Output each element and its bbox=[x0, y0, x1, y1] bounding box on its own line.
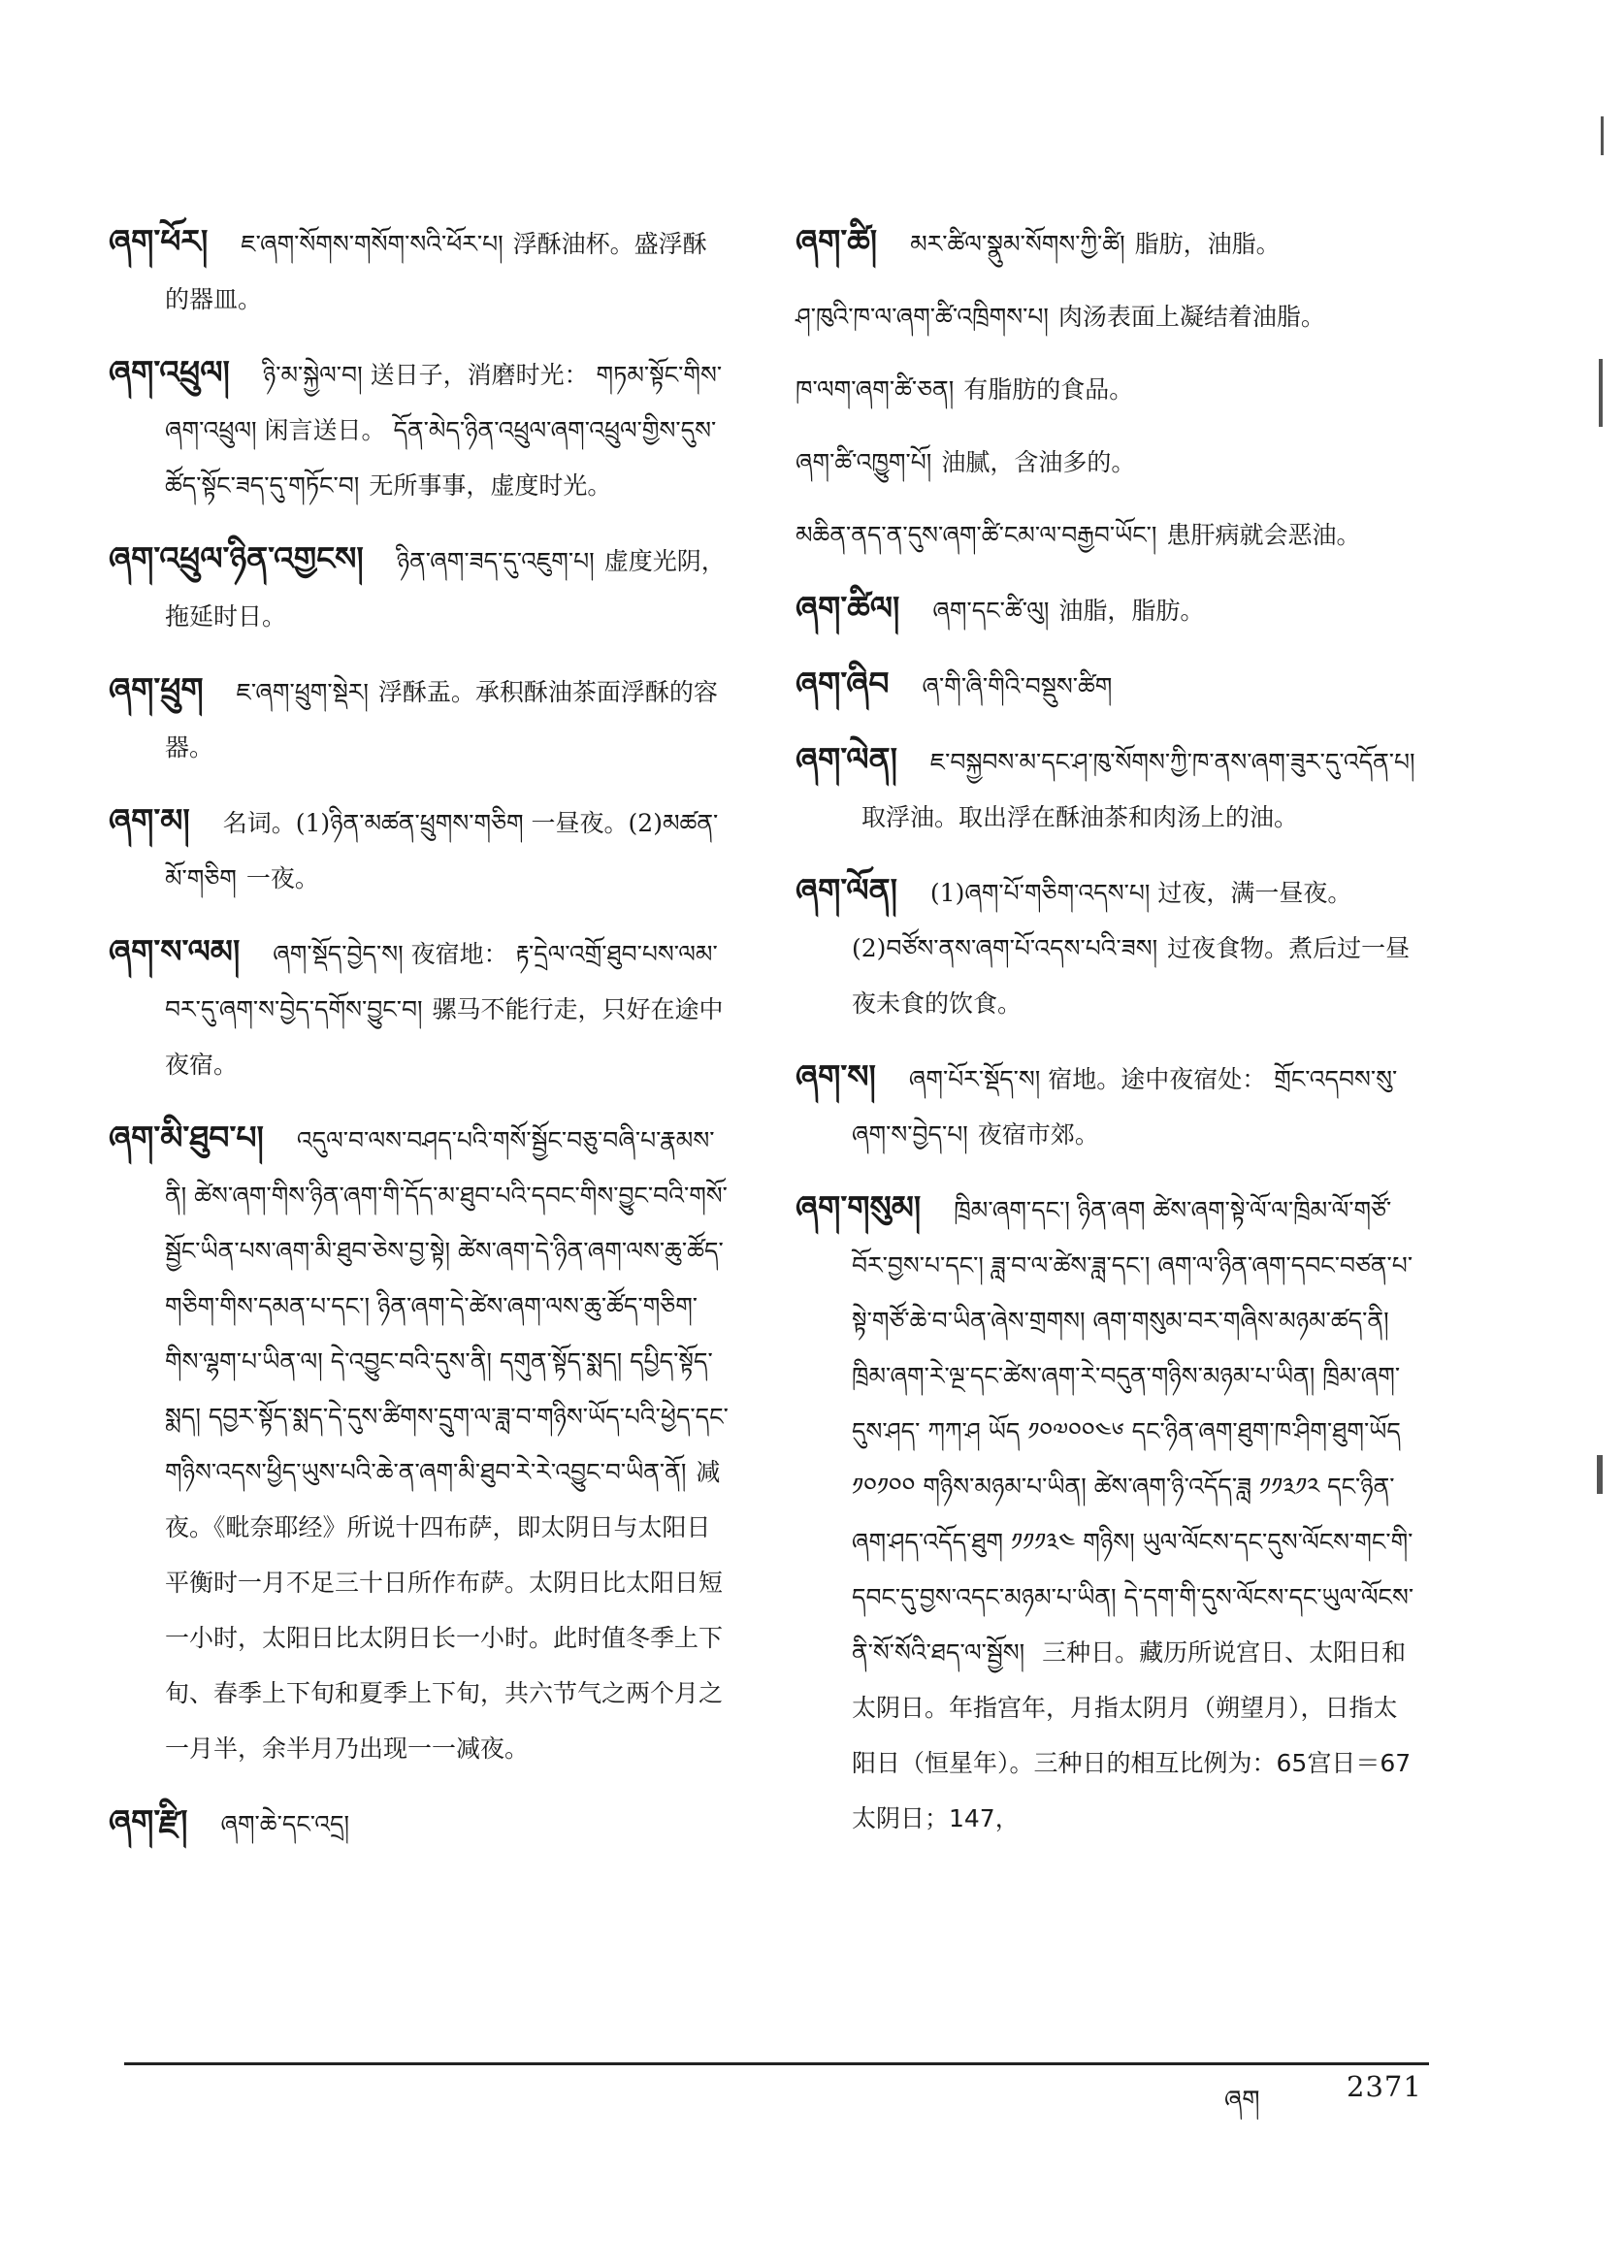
entry-chinese-gloss: 浮酥油杯。盛浮酥的器皿。 bbox=[165, 230, 707, 313]
entry-headword: ཞག་འཕྲུལ། bbox=[109, 353, 230, 391]
dictionary-entry bbox=[109, 662, 730, 775]
entry-chinese-gloss: 无所事事，虚度时光。 bbox=[369, 471, 612, 500]
entry-headword: ཞག་ཚི། bbox=[796, 222, 878, 260]
entry-chinese-gloss: 油脂，脂肪。 bbox=[1058, 597, 1205, 625]
entry-headword: ཞག་མི་ཐུབ་པ། bbox=[109, 1118, 264, 1156]
entry-headword: ཞག་ལོན། bbox=[796, 871, 897, 909]
entry-tibetan-text: འདུལ་བ་ལས་བཤད་པའི་གསོ་སྦྱོང་བཅུ་བཞི་པ་རྣམས་ནི། ཚེས་ཞག་གིས་ཉིན་ཞག་གི་དོད་མ་ཐུབ་པའི་དབང་གིས་བྱུང་བའི་གསོ་སྦྱོང་ཡིན་པས་ཞག་མི་ཐུབ་ཅེས་བྱ་སྟེ། ཚེས་ཞག་དེ་ཉིན་ཞག་ལས་ཆུ་ཚོད་གཅིག་གིས་དམན་པ་དང་། ཉིན་ཞག་དེ་ཚེས་ཞག་ལས་ཆུ་ཚོད་གཅིག་གིས་ལྷག་པ་ཡིན་ལ། དེ་འབྱུང་བའི་དུས་ནི། དགུན་སྟོད་སྨད། དཔྱིད་སྟོད་སྨད། དབྱར་སྟོད་སྨད་དེ་དུས་ཚིགས་དྲུག་ལ་ཟླ་བ་གཉིས་ཡོད་པའི་ཕྱེད་དང་གཉིས་འདས་ཕྱིད་ཡུས་པའི་ཆེ་ན་ཞག་མི་ཐུབ་རེ་རེ་འབྱུང་བ་ཡིན་ནོ། bbox=[165, 1126, 729, 1486]
entry-tibetan-text: ཞག་དང་ཚི་ལུ། bbox=[932, 597, 1050, 625]
dictionary-entry bbox=[796, 1049, 1416, 1162]
dictionary-entry bbox=[796, 580, 1416, 638]
entry-chinese-gloss: 患肝病就会恶油。 bbox=[1166, 521, 1361, 549]
running-head: ཞག bbox=[1224, 2086, 1260, 2115]
entry-headword: ཞག་ལེན། bbox=[796, 740, 897, 778]
dictionary-entry bbox=[796, 731, 1416, 845]
entry-chinese-gloss: 过夜食物。煮后过一昼夜未食的饮食。 bbox=[852, 934, 1411, 1018]
entry-chinese-gloss: 骡马不能行走，只好在途中夜宿。 bbox=[165, 995, 724, 1079]
entry-chinese-gloss: 夜宿市郊。 bbox=[977, 1120, 1099, 1149]
entry-chinese-gloss: 脂肪，油脂。 bbox=[1134, 230, 1281, 258]
entry-chinese-gloss: 虚度光阴，拖延时日。 bbox=[165, 547, 726, 631]
scan-edge-mark bbox=[1599, 359, 1603, 427]
entry-headword: ཞག་མ། bbox=[109, 801, 190, 839]
dictionary-entry bbox=[109, 793, 730, 906]
dictionary-entry bbox=[109, 531, 730, 644]
entry-chinese-gloss: 一夜。 bbox=[245, 864, 319, 892]
entry-headword: ཞག་ས་ལམ། bbox=[109, 932, 241, 970]
dictionary-entry bbox=[796, 1180, 1416, 1846]
entry-chinese-gloss: 浮酥盂。承积酥油茶面浮酥的容器。 bbox=[165, 678, 718, 761]
dictionary-entry bbox=[796, 862, 1416, 1031]
entry-chinese-gloss: 取浮油。取出浮在酥油茶和肉汤上的油。 bbox=[861, 803, 1299, 831]
entry-tibetan-text: ཉི་མ་སྐྱེལ་བ། 送日子，消磨时光： གཏམ་སྟོང་གིས་ཞག་འཕྲུལ། 闲言送日。 དོན་མེད་ཉིན་འཕྲུལ་ཞག་འཕྲུལ་གྱིས་དུས་ཚོད་སྟོང་ཟད་དུ་གཏོང་བ། bbox=[165, 361, 723, 500]
entry-chinese-gloss: 油腻，含油多的。 bbox=[941, 448, 1136, 476]
entry-headword: ཞག་རྫི། bbox=[109, 1802, 188, 1840]
entry-tibetan-text: ཞག་ཆེ་དང་འདྲ། bbox=[220, 1810, 350, 1838]
entry-tibetan-text: ཇ་བསྐྱབས་མ་དང་ཤ་ཁུ་སོགས་ཀྱི་ཁ་ནས་ཞག་ཟུར་དུ་འདོན་པ། bbox=[929, 748, 1415, 776]
entry-tibetan-text: ཞག་ཚི་འཁྱུག་པོ། bbox=[796, 448, 932, 476]
dictionary-entry bbox=[796, 656, 1416, 714]
dictionary-entry bbox=[796, 435, 1416, 490]
dictionary-entry bbox=[109, 923, 730, 1092]
dictionary-entry bbox=[109, 344, 730, 513]
dictionary-entry bbox=[109, 1794, 730, 1852]
entry-tibetan-text: མར་ཚིལ་སྣུམ་སོགས་ཀྱི་ཚི། bbox=[910, 230, 1125, 258]
entry-tibetan-text: 名词。(1)ཉིན་མཚན་ཕྲུགས་གཅིག 一昼夜。(2)མཚན་མོ་གཅིག bbox=[165, 809, 719, 892]
entry-chinese-gloss: 减夜。《毗奈耶经》所说十四布萨，即太阴日与太阳日平衡时一月不足三十日所作布萨。太阴日比太阳日短一小时，太阳日比太阴日长一小时。此时值冬季上下旬、春季上下旬和夏季上下旬，共六节气之两个月之一月半，余半月乃出现一一减夜。 bbox=[165, 1458, 724, 1763]
entry-tibetan-text: ཞག་པོར་སྡོད་ས། 宿地。途中夜宿处： གྲོང་འདབས་སུ་ཞག་ས་བྱེད་པ། bbox=[852, 1065, 1398, 1149]
entry-chinese-gloss: 肉汤表面上凝结着油脂。 bbox=[1057, 303, 1325, 331]
dictionary-entry bbox=[796, 213, 1416, 272]
dictionary-entry bbox=[796, 362, 1416, 417]
entry-headword: ཞག་ཕོར། bbox=[109, 222, 209, 260]
entry-chinese-gloss: 三种日。藏历所说宫日、太阳日和太阴日。年指宫年，月指太阴月（朔望月），日指太阳日（恒星年）。三种日的相互比例为：65宫日＝67太阴日；147， bbox=[852, 1638, 1412, 1832]
scan-edge-mark bbox=[1597, 1455, 1603, 1494]
entry-tibetan-text: (1)ཞག་པོ་གཅིག་འདས་པ། 过夜，满一昼夜。(2)བཙོས་ནས་ཞག་པོ་འདས་པའི་ཟས། bbox=[852, 879, 1352, 962]
dictionary-entry bbox=[109, 213, 730, 327]
entry-tibetan-text: ཁྲིམ་ཞག་དང་། ཉིན་ཞག ཚེས་ཞག་སྟེ་ལོ་ལ་ཁྲིམ་ལོ་གཙོ་བོར་བྱས་པ་དང་། ཟླ་བ་ལ་ཚེས་ཟླ་དང་། ཞག་ལ་ཉིན་ཞག་དབང་བཙན་པ་སྟེ་གཙོ་ཆེ་བ་ཡིན་ཞེས་གྲགས། ཞག་གསུམ་བར་གཞིས་མཉམ་ཚད་ནི། ཁྲིམ་ཞག་རེ་ལྔ་དང་ཚེས་ཞག་རེ་བདུན་གཉིས་མཉམ་པ་ཡིན། ཁྲིམ་ཞག་དུས་ཤད་ ཀཀ་ཤ ཡོད ༡༠༧༠༠༤༦ དང་ཉིན་ཞག་ཐུག་ཁ་ཤིག་ཐུག་ཡོད ༡༠༡༠༠ གཉིས་མཉམ་པ་ཡིན། ཚེས་ཞག་ཉི་འདོད་ཟླ ༡༡༣༡༢ དང་ཉིན་ཞག་ཤད་འདོད་ཐུག ༡༡༡༣༤ གཉིས། ཡུལ་ལོངས་དང་དུས་ལོངས་གང་གི་དབང་དུ་བྱས་འདང་མཉམ་པ་ཡིན། དེ་དག་གི་དུས་ལོངས་དང་ཡུལ་ལོངས་ནི་སོ་སོའི་ཐད་ལ་སྦྱོས། bbox=[852, 1196, 1414, 1667]
entry-headword: ཞག་ཚིལ། bbox=[796, 589, 900, 627]
entry-tibetan-text: ཤ་ཁུའི་ཁ་ལ་ཞག་ཚི་འཁྲིགས་པ། bbox=[796, 303, 1049, 331]
entry-headword: ཞག་ས། bbox=[796, 1057, 876, 1095]
scan-edge-mark bbox=[1601, 116, 1604, 155]
footer-rule bbox=[124, 2062, 1429, 2065]
entry-tibetan-text: ཇ་ཞག་ཕྲུག་སྡེར། bbox=[236, 678, 369, 706]
entry-tibetan-text: ཇ་ཞག་སོགས་གསོག་སའི་ཕོར་པ། bbox=[241, 230, 503, 258]
entry-chinese-gloss: 有脂肪的食品。 bbox=[963, 375, 1134, 404]
right-column bbox=[796, 213, 1416, 1863]
entry-tibetan-text: ཉིན་ཞག་ཟད་དུ་འཇུག་པ། bbox=[396, 547, 595, 575]
left-column bbox=[109, 213, 730, 1869]
entry-tibetan-text: ཁ་ལག་ཞག་ཚི་ཅན། bbox=[796, 375, 955, 404]
entry-tibetan-text: ཞ་གི་ཞི་གིའི་བསྡུས་ཚིག bbox=[922, 672, 1113, 700]
entry-tibetan-text: ཞག་སྡོད་བྱེད་ས། 夜宿地： རྟ་དྲེལ་འགྲོ་ཐུབ་པས་ལམ་བར་དུ་ཞག་ས་བྱེད་དགོས་བྱུང་བ། bbox=[165, 940, 718, 1023]
entry-headword: ཞག་ཕྲུག bbox=[109, 670, 204, 708]
page-number: 2371 bbox=[1347, 2070, 1422, 2103]
dictionary-entry bbox=[796, 289, 1416, 344]
dictionary-entry bbox=[109, 1110, 730, 1776]
dictionary-entry bbox=[796, 507, 1416, 563]
entry-headword: ཞག་གསུམ། bbox=[796, 1188, 922, 1226]
entry-headword: ཞག་འཕྲུལ་ཉིན་འགྱངས། bbox=[109, 539, 364, 577]
entry-tibetan-text: མཆིན་ནད་ན་དུས་ཞག་ཚི་ངམ་ལ་བརྒྱབ་ཡོང་། bbox=[796, 521, 1157, 549]
entry-headword: ཞག་ཞིབ bbox=[796, 664, 890, 702]
